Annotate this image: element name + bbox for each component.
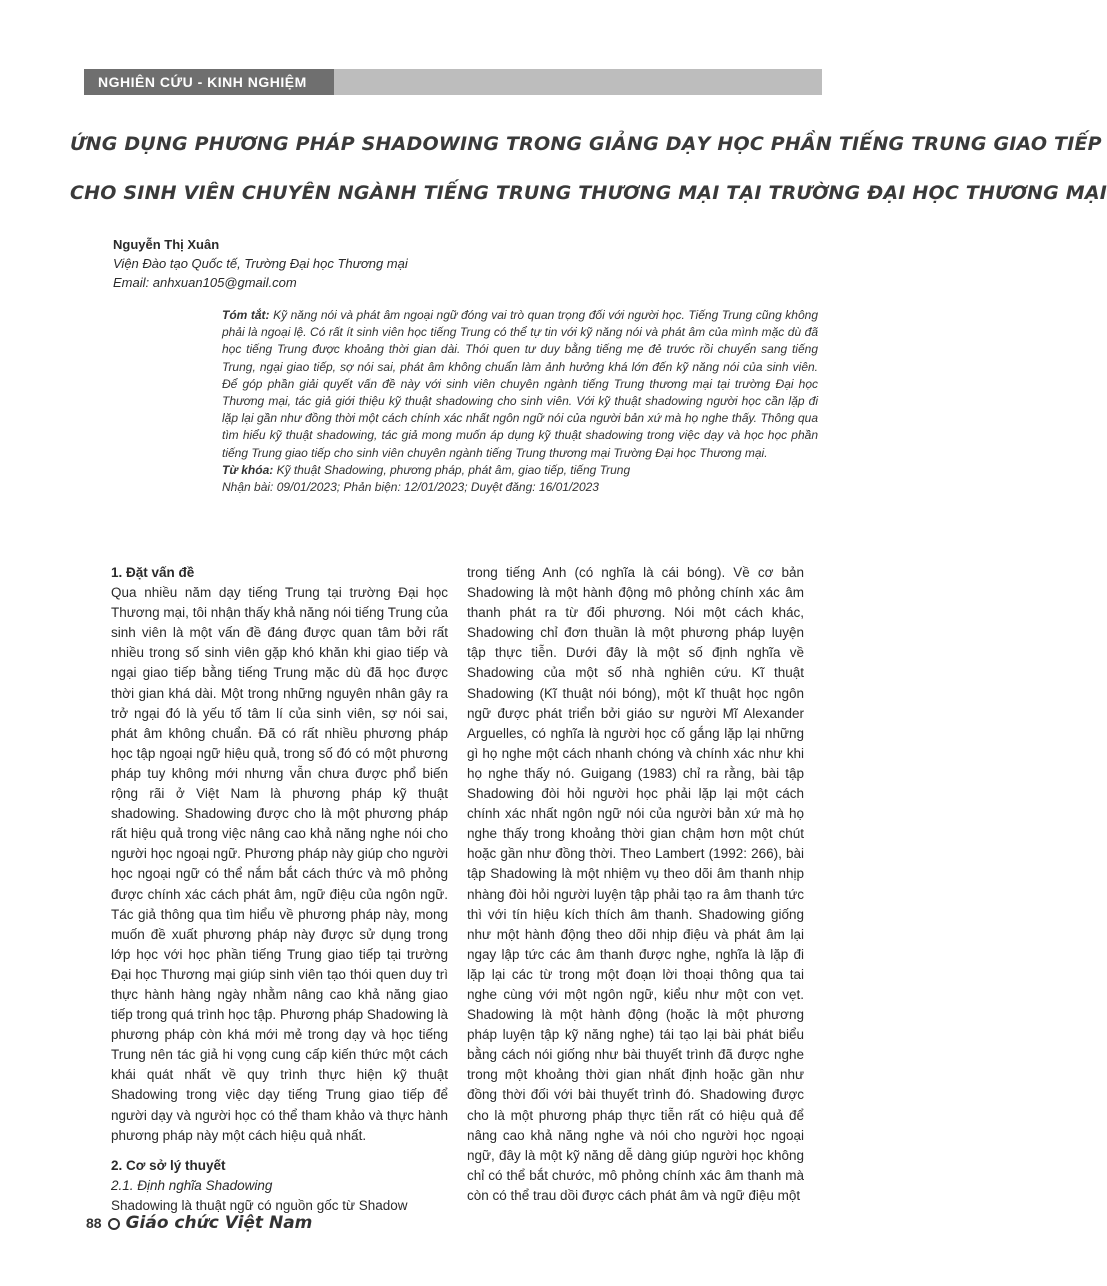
- author-block: [113, 235, 408, 292]
- article-title-line-2: CHO SINH VIÊN CHUYÊN NGÀNH TIẾNG TRUNG THƯƠNG MẠI TẠI TRƯỜNG ĐẠI HỌC THƯƠNG MẠI: [70, 182, 1107, 204]
- section-2-1-heading: 2.1. Định nghĩa Shadowing: [111, 1177, 273, 1193]
- section-2-1-paragraph-start: Shadowing là thuật ngữ có nguồn gốc từ Shadow: [111, 1197, 408, 1213]
- page-number: 88: [86, 1215, 102, 1231]
- keywords-text: Kỹ thuật Shadowing, phương pháp, phát âm, giao tiếp, tiếng Trung: [276, 462, 631, 477]
- keywords-label: Từ khóa:: [222, 462, 274, 477]
- author-name: Nguyễn Thị Xuân: [113, 237, 220, 252]
- abstract: [222, 307, 818, 462]
- circle-bullet-icon: [108, 1218, 120, 1230]
- author-affiliation: Viện Đào tạo Quốc tế, Trường Đại học Thương mại: [113, 256, 408, 271]
- section-label: NGHIÊN CỨU - KINH NGHIỆM: [84, 69, 334, 95]
- section-2-heading: 2. Cơ sở lý thuyết: [111, 1157, 226, 1173]
- abstract-label: Tóm tắt:: [222, 308, 270, 322]
- section-2-1-paragraph-continued: trong tiếng Anh (có nghĩa là cái bóng). Về cơ bản Shadowing là một hành động mô phỏng chính xác âm thanh phát ra từ đối phương. Nói một cách khác, Shadowing chỉ đơn thuần là một phương pháp luyện tập thực tiễn. Dưới đây là một số định nghĩa về Shadowing của một số nhà nghiên cứu. Kĩ thuật Shadowing (Kĩ thuật nói bóng), một kĩ thuật học ngôn ngữ được phát triển bởi giáo sư người Mĩ Alexander Arguelles, có nghĩa là người học cố gắng lặp lại những gì họ nghe một cách nhanh chóng và chính xác như khi họ nghe thấy nó. Guigang (1983) chỉ ra rằng, bài tập Shadowing đòi hỏi người học phải lặp lại một cách chính xác nhất ngôn ngữ nói của người bản xứ mà họ nghe thấy trong khoảng thời gian chậm hơn một chút hoặc gần như đồng thời. Theo Lambert (1992: 266), bài tập Shadowing là một nhiệm vụ theo dõi âm thanh nhịp nhàng đòi hỏi người luyện tập phải tạo ra âm thanh tức thì với tín hiệu kích thích âm thanh. Shadowing giống như một hành động theo dõi nhịp điệu và phát âm lại ngay lập tức các âm thanh được nghe, nghĩa là lặp đi lặp lại các từ trong một đoạn lời thoại thông qua tai nghe cùng với một ngôn ngữ, kiểu như một con vẹt. Shadowing là một hành động (hoặc là một phương pháp luyện tập kỹ năng nghe) tái tạo lại bài phát biểu bằng cách nói giống như bài thuyết trình đã được nghe trong một khoảng thời gian nhất định hoặc gần như đồng thời đối với bài thuyết trình đó. Shadowing được cho là một phương pháp thực tiễn rất có hiệu quả để nâng cao khả năng nghe và nói cho người học ngoại ngữ, đây là một kỹ năng dễ dàng giúp người học không chỉ có thể bắt chước, mô phỏng chính xác âm thanh mà còn có thể trau dồi được cách phát âm và ngữ điệu một: [467, 565, 804, 1203]
- abstract-block: [222, 307, 818, 496]
- keywords: [222, 462, 818, 479]
- magazine-name: Giáo chức Việt Nam: [125, 1213, 313, 1233]
- article-title-line-1: ỨNG DỤNG PHƯƠNG PHÁP SHADOWING TRONG GIẢNG DẠY HỌC PHẦN TIẾNG TRUNG GIAO TIẾP: [70, 133, 1102, 155]
- right-column: [467, 563, 804, 1206]
- page-footer: [86, 1213, 312, 1233]
- section-1-heading: 1. Đặt vấn đề: [111, 565, 195, 580]
- spacer: [111, 1146, 448, 1156]
- section-bar: [84, 69, 822, 95]
- section-1-paragraph: Qua nhiều năm dạy tiếng Trung tại trường Đại học Thương mại, tôi nhận thấy khả năng nói tiếng Trung của sinh viên là một vấn đề đáng được quan tâm bởi rất nhiều trong số sinh viên gặp khó khăn khi giao tiếp và ngại giao tiếp bằng tiếng Trung mặc dù đã học được thời gian khá dài. Một trong những nguyên nhân gây ra trở ngại đó là yếu tố tâm lí của sinh viên, sợ nói sai, phát âm không chuẩn. Đã có rất nhiều phương pháp học tập ngoại ngữ hiệu quả, trong số đó có một phương pháp tuy không mới nhưng vẫn chưa được phổ biến rộng rãi ở Việt Nam là phương pháp kỹ thuật shadowing. Shadowing được cho là một phương pháp rất hiệu quả trong việc nâng cao khả năng nghe nói cho người học ngoại ngữ. Phương pháp này giúp cho người học ngoại ngữ có thể nắm bắt cách thức và mô phỏng được chính xác cách phát âm, ngữ điệu của ngôn ngữ. Tác giả thông qua tìm hiểu về phương pháp này, mong muốn đề xuất phương pháp này được sử dụng trong lớp học với học phần tiếng Trung giao tiếp tại trường Đại học Thương mại giúp sinh viên tạo thói quen duy trì thực hành hàng ngày nhằm nâng cao khả năng giao tiếp trong quá trình học tập. Phương pháp Shadowing là phương pháp còn khá mới mẻ trong dạy và học tiếng Trung nên tác giả hi vọng cung cấp kiến thức một cách khái quát nhất về quy trình thực hiện kỹ thuật Shadowing trong việc dạy tiếng Trung giao tiếp để người dạy và người học có thể tham khảo và thực hành phương pháp này một cách hiệu quả nhất.: [111, 585, 448, 1143]
- author-email: Email: anhxuan105@gmail.com: [113, 275, 297, 290]
- article-dates: Nhận bài: 09/01/2023; Phản biện: 12/01/2023; Duyệt đăng: 16/01/2023: [222, 480, 599, 495]
- left-column: [111, 563, 448, 1216]
- abstract-text: Kỹ năng nói và phát âm ngoại ngữ đóng vai trò quan trọng đối với người học. Tiếng Trung cũng không phải là ngoại lệ. Có rất ít sinh viên học tiếng Trung có thể tự tin với kỹ năng nói và phát âm của mình mặc dù đã học tiếng Trung được khoảng thời gian dài. Thói quen tư duy bằng tiếng mẹ đẻ trước rồi chuyển sang tiếng Trung, ngại giao tiếp, sợ nói sai, phát âm không chuẩn làm ảnh hưởng khá lớn đến kỹ năng nói của sinh viên. Để góp phần giải quyết vấn đề này với sinh viên chuyên ngành tiếng Trung thương mại tại trường Đại học Thương mại, tác giả giới thiệu kỹ thuật shadowing cho sinh viên. Với kỹ thuật shadowing người học cần lặp đi lặp lại gần như đồng thời một cách chính xác nhất ngôn ngữ nói của người bản xứ mà họ nghe thấy. Thông qua tìm hiểu kỹ thuật shadowing, tác giả mong muốn áp dụng kỹ thuật shadowing trong việc dạy và học học phần tiếng Trung giao tiếp cho sinh viên chuyên ngành tiếng Trung thương mại Trường Đại học Thương mại.: [222, 308, 818, 460]
